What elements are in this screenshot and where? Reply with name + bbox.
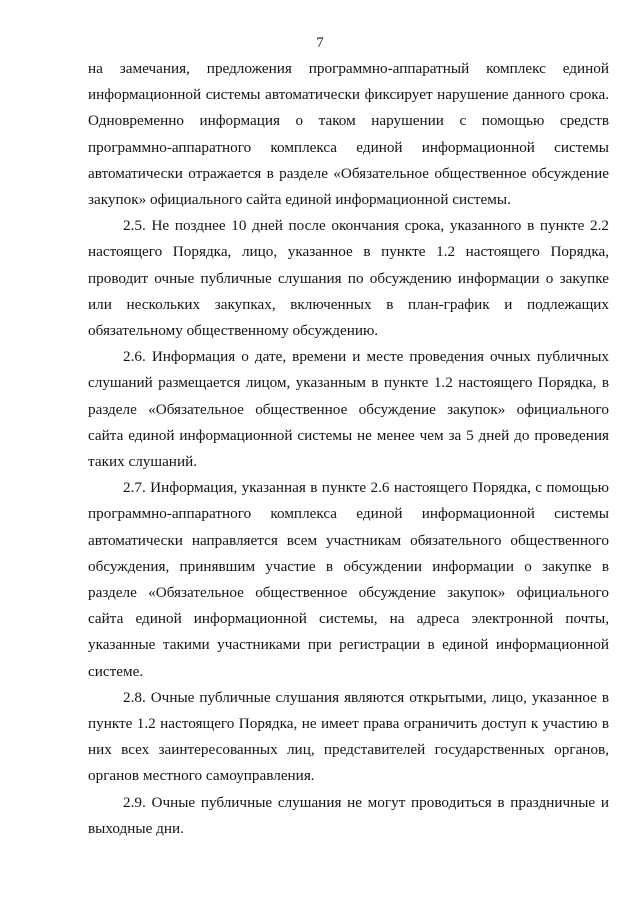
paragraph-2-9: 2.9. Очные публичные слушания не могут проводиться в праздничные и выходные дни. xyxy=(88,793,609,837)
paragraph-2-7: 2.7. Информация, указанная в пункте 2.6 настоящего Порядка, с помощью программно-аппаратного комплекса единой информационной системы автоматически направляется всем участникам обязательного общественного обсуждения, принявшим участие в обсуждении информации о закупке в разделе «Обязательное общественное обсуждение закупок» официального сайта единой информационной системы, на адреса электронной почты, указанные такими участниками при регистрации в единой информационной системе. xyxy=(88,479,609,680)
paragraph-continuation: на замечания, предложения программно-аппаратный комплекс единой информационной системы автоматически фиксирует нарушение данного срока. Одновременно информация о таком нарушении с помощью средств программно-аппаратного комплекса единой информационной системы автоматически отражается в разделе «Обязательное общественное обсуждение закупок» официального сайта единой информационной системы. xyxy=(88,60,609,209)
paragraph-2-6: 2.6. Информация о дате, времени и месте проведения очных публичных слушаний размещается лицом, указанным в пункте 1.2 настоящего Порядка, в разделе «Обязательное общественное обсуждение закупок» официального сайта единой информационной системы не менее чем за 5 дней до проведения таких слушаний. xyxy=(88,348,609,471)
page-number: 7 xyxy=(316,35,324,51)
document-body xyxy=(88,56,609,842)
paragraph-2-8: 2.8. Очные публичные слушания являются открытыми, лицо, указанное в пункте 1.2 настоящего Порядка, не имеет права ограничить доступ к участию в них всех заинтересованных лиц, представителей государственных органов, органов местного самоуправления. xyxy=(88,688,609,785)
paragraph-2-5: 2.5. Не позднее 10 дней после окончания срока, указанного в пункте 2.2 настоящего Порядка, лицо, указанное в пункте 1.2 настоящего Порядка, проводит очные публичные слушания по обсуждению информации о закупке или нескольких закупках, включенных в план-график и подлежащих обязательному общественному обсуждению. xyxy=(88,217,609,340)
